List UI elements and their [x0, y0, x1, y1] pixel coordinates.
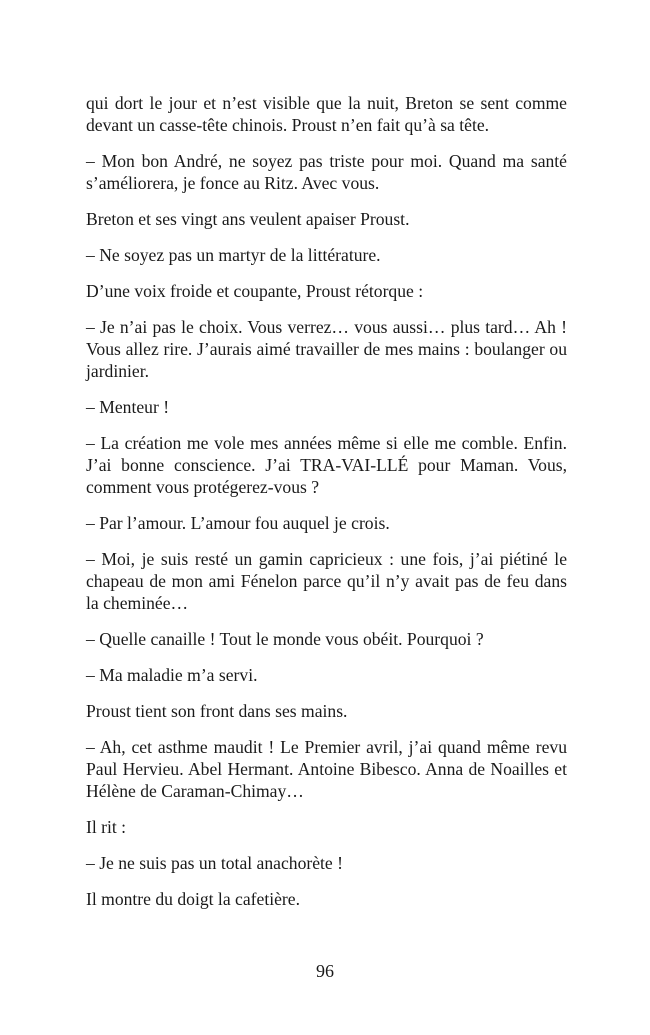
paragraph: – Je ne suis pas un total anachorète !	[86, 853, 343, 873]
paragraph: qui dort le jour et n’est visible que la nuit, Breton se sent comme devant un casse-tête chinois. Proust n’en fait qu’à sa tête.	[86, 93, 567, 135]
paragraph: – Je n’ai pas le choix. Vous verrez… vous aussi… plus tard… Ah ! Vous allez rire. J’aurais aimé travailler de mes mains : boulanger ou jardinier.	[86, 317, 567, 381]
page-number: 96	[316, 961, 334, 981]
paragraph: – Mon bon André, ne soyez pas triste pour moi. Quand ma santé s’améliorera, je fonce au Ritz. Avec vous.	[86, 151, 567, 193]
paragraph: Breton et ses vingt ans veulent apaiser Proust.	[86, 209, 410, 229]
paragraph: – Menteur !	[86, 397, 170, 417]
paragraph: – Moi, je suis resté un gamin capricieux : une fois, j’ai piétiné le chapeau de mon ami Fénelon parce qu’il n’y avait pas de feu dans la cheminée…	[86, 549, 567, 613]
paragraph: – Quelle canaille ! Tout le monde vous obéit. Pourquoi ?	[86, 629, 484, 649]
paragraph: Proust tient son front dans ses mains.	[86, 701, 348, 721]
paragraph: Il montre du doigt la cafetière.	[86, 889, 300, 909]
paragraph: – Par l’amour. L’amour fou auquel je crois.	[86, 513, 390, 533]
paragraph: – Ne soyez pas un martyr de la littérature.	[86, 245, 381, 265]
paragraph: D’une voix froide et coupante, Proust rétorque :	[86, 281, 424, 301]
paragraph: – La création me vole mes années même si elle me comble. Enfin. J’ai bonne conscience. J’ai TRA-VAI-LLÉ pour Maman. Vous, comment vous protégerez-vous ?	[86, 433, 567, 497]
paragraph: – Ma maladie m’a servi.	[86, 665, 258, 685]
paragraph: – Ah, cet asthme maudit ! Le Premier avril, j’ai quand même revu Paul Hervieu. Abel Hermant. Antoine Bibesco. Anna de Noailles et Hélène de Caraman-Chimay…	[86, 737, 567, 801]
paragraph: Il rit :	[86, 817, 127, 837]
page-body	[86, 92, 567, 924]
